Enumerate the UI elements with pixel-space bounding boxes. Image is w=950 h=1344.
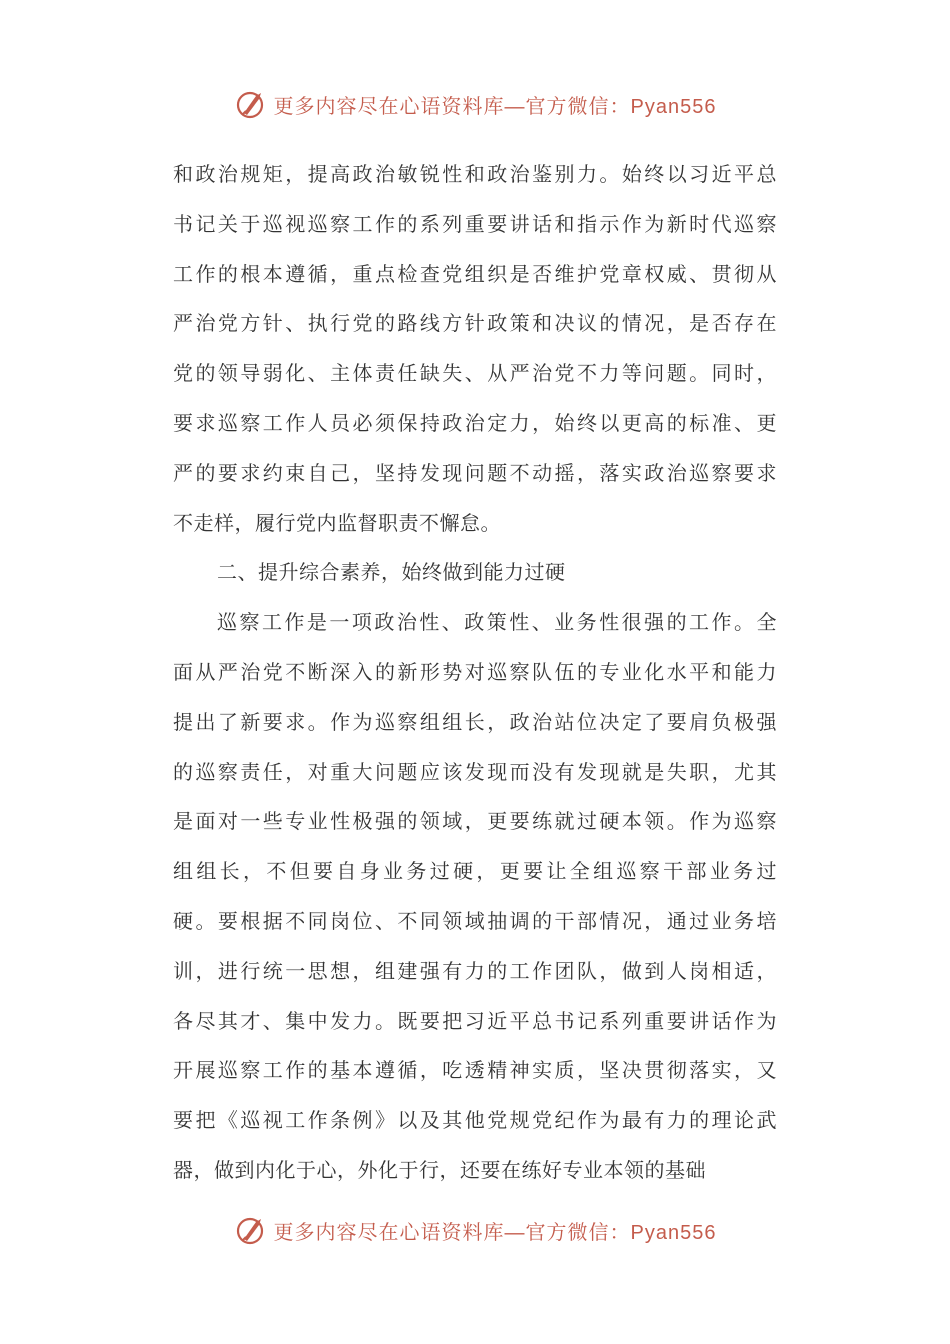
footer-watermark [0, 1210, 950, 1250]
text-line: 是面对一些专业性极强的领域，更要练就过硬本领。作为巡察 [173, 809, 777, 834]
text-line: 开展巡察工作的基本遵循，吃透精神实质，坚决贯彻落实，又 [173, 1058, 777, 1083]
document-body [173, 150, 777, 1196]
text-line: 书记关于巡视巡察工作的系列重要讲话和指示作为新时代巡察 [173, 211, 777, 236]
separator-dash: — [504, 95, 526, 118]
separator-dash: — [504, 1221, 526, 1244]
text-line: 器，做到内化于心，外化于行，还要在练好专业本领的基础 [173, 1157, 706, 1182]
text-line: 严治党方针、执行党的路线方针政策和决议的情况，是否存在 [173, 311, 777, 336]
site-name: 更多内容尽在心语资料库 [273, 93, 505, 118]
wechat-id: Pyan556 [630, 95, 717, 118]
text-line: 严的要求约束自己，坚持发现问题不动摇，落实政治巡察要求 [173, 460, 777, 485]
text-line: 提出了新要求。作为巡察组组长，政治站位决定了要肩负极强 [173, 709, 777, 734]
wechat-label: 官方微信： [525, 1219, 631, 1244]
site-name: 更多内容尽在心语资料库 [273, 1219, 505, 1244]
text-line: 党的领导弱化、主体责任缺失、从严治党不力等问题。同时， [173, 361, 777, 386]
pen-nib-circle-logo-icon [234, 87, 268, 121]
header-watermark [0, 84, 950, 124]
watermark-text [274, 90, 717, 119]
text-line: 要把《巡视工作条例》以及其他党规党纪作为最有力的理论武 [173, 1108, 777, 1133]
text-line: 不走样，履行党内监督职责不懈怠。 [173, 510, 501, 535]
text-line: 的巡察责任，对重大问题应该发现而没有发现就是失职，尤其 [173, 759, 777, 784]
text-line: 硬。要根据不同岗位、不同领域抽调的干部情况，通过业务培 [173, 908, 777, 933]
text-line: 面从严治党不断深入的新形势对巡察队伍的专业化水平和能力 [173, 659, 777, 684]
watermark-text [274, 1216, 717, 1245]
wechat-label: 官方微信： [525, 93, 631, 118]
text-line: 工作的根本遵循，重点检查党组织是否维护党章权威、贯彻从 [173, 261, 777, 286]
wechat-id: Pyan556 [630, 1221, 717, 1244]
paragraph-first-line: 巡察工作是一项政治性、政策性、业务性很强的工作。全 [217, 610, 777, 635]
text-line: 训，进行统一思想，组建强有力的工作团队，做到人岗相适， [173, 958, 777, 983]
pen-nib-circle-logo-icon [234, 1213, 268, 1247]
text-line: 组组长，不但要自身业务过硬，更要让全组巡察干部业务过 [173, 859, 777, 884]
text-line: 要求巡察工作人员必须保持政治定力，始终以更高的标准、更 [173, 410, 777, 435]
text-line: 各尽其才、集中发力。既要把习近平总书记系列重要讲话作为 [173, 1008, 777, 1033]
text-line: 和政治规矩，提高政治敏锐性和政治鉴别力。始终以习近平总 [173, 162, 777, 186]
section-heading: 二、提升综合素养，始终做到能力过硬 [217, 560, 566, 585]
